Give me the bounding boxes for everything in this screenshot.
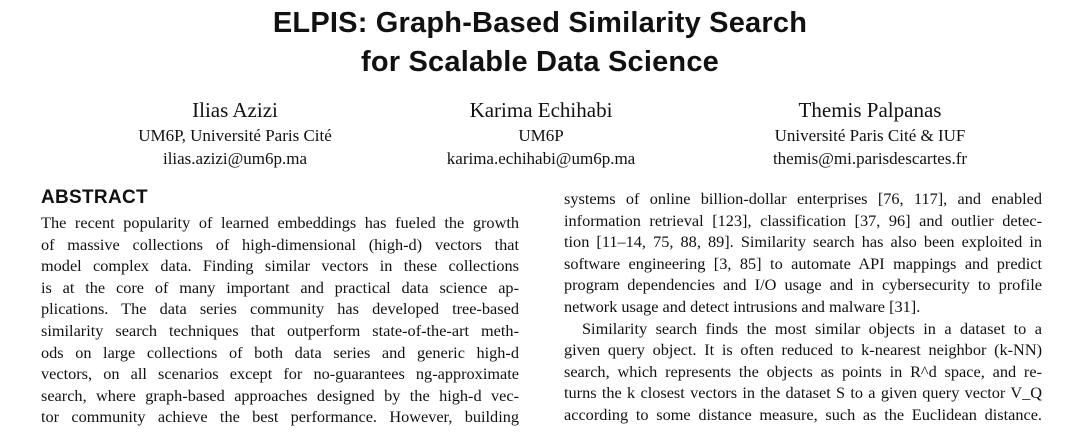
author-affiliation: UM6P [518, 126, 564, 145]
abstract-line: tor community achieve the best performance. However, building [41, 407, 519, 427]
author-name: Karima Echihabi [469, 98, 613, 122]
abstract-body [41, 212, 519, 428]
author-email: ilias.azizi@um6p.ma [162, 149, 308, 168]
intro-column [564, 188, 1042, 426]
author-affiliation: UM6P, Université Paris Cité [138, 126, 332, 145]
title-line-1: ELPIS: Graph-Based Similarity Search [272, 7, 808, 39]
body-line: tion [11–14, 75, 88, 89]. Similarity search has also been exploited in [564, 232, 1042, 252]
intro-paragraph-1 [564, 188, 1042, 318]
author-email: themis@mi.parisdescartes.fr [772, 149, 968, 168]
author-3 [710, 96, 1030, 170]
author-name: Ilias Azizi [192, 98, 278, 122]
abstract-heading: ABSTRACT [41, 187, 148, 208]
abstract-line: plications. The data series community has developed tree-based [41, 299, 519, 319]
abstract-line: of massive collections of high-dimensional (high-d) vectors that [41, 234, 519, 254]
abstract-line: similarity search techniques that outperform state-of-the-art meth- [41, 320, 519, 340]
body-line: Similarity search finds the most similar objects in a dataset to a [582, 318, 1042, 338]
author-email: karima.echihabi@um6p.ma [446, 149, 636, 168]
body-line: turns the k closest vectors in the dataset S to a given query vector V_Q [564, 383, 1042, 403]
author-affiliation: Université Paris Cité & IUF [774, 126, 966, 145]
body-line: given query object. It is often reduced to k-nearest neighbor (k-NN) [564, 340, 1042, 360]
body-line: systems of online billion-dollar enterprises [76, 117], and enabled [564, 189, 1042, 208]
abstract-line: ods on large collections of both data series and generic high-d [41, 342, 519, 362]
abstract-line: search, where graph-based approaches designed by the high-d vec- [41, 385, 519, 405]
author-2 [381, 96, 701, 170]
abstract-line: The recent popularity of learned embeddings has fueled the growth [41, 213, 519, 232]
author-name: Themis Palpanas [798, 98, 942, 122]
paper-title [0, 4, 1080, 82]
author-block [0, 96, 1080, 176]
body-line: search, which represents the objects as points in R^d space, and re- [564, 361, 1042, 381]
body-line: program dependencies and I/O usage and in cybersecurity to profile [564, 275, 1042, 295]
author-1 [75, 96, 395, 170]
body-line: information retrieval [123], classification [37, 96] and outlier detec- [564, 210, 1042, 230]
abstract-line: vectors, on all scenarios except for no-guarantees ng-approximate [41, 364, 519, 384]
title-line-2: for Scalable Data Science [361, 46, 719, 78]
body-line: according to some distance measure, such as the Euclidean distance. [564, 404, 1042, 424]
body-line: network usage and detect intrusions and malware [31]. [564, 296, 921, 316]
abstract-line: model complex data. Finding similar vectors in these collections [41, 256, 519, 276]
abstract-line: is at the core of many important and practical data science ap- [41, 277, 519, 297]
abstract-column [41, 186, 519, 428]
intro-paragraph-2 [564, 318, 1042, 426]
body-line: software engineering [3, 85] to automate API mappings and predict [564, 253, 1042, 273]
